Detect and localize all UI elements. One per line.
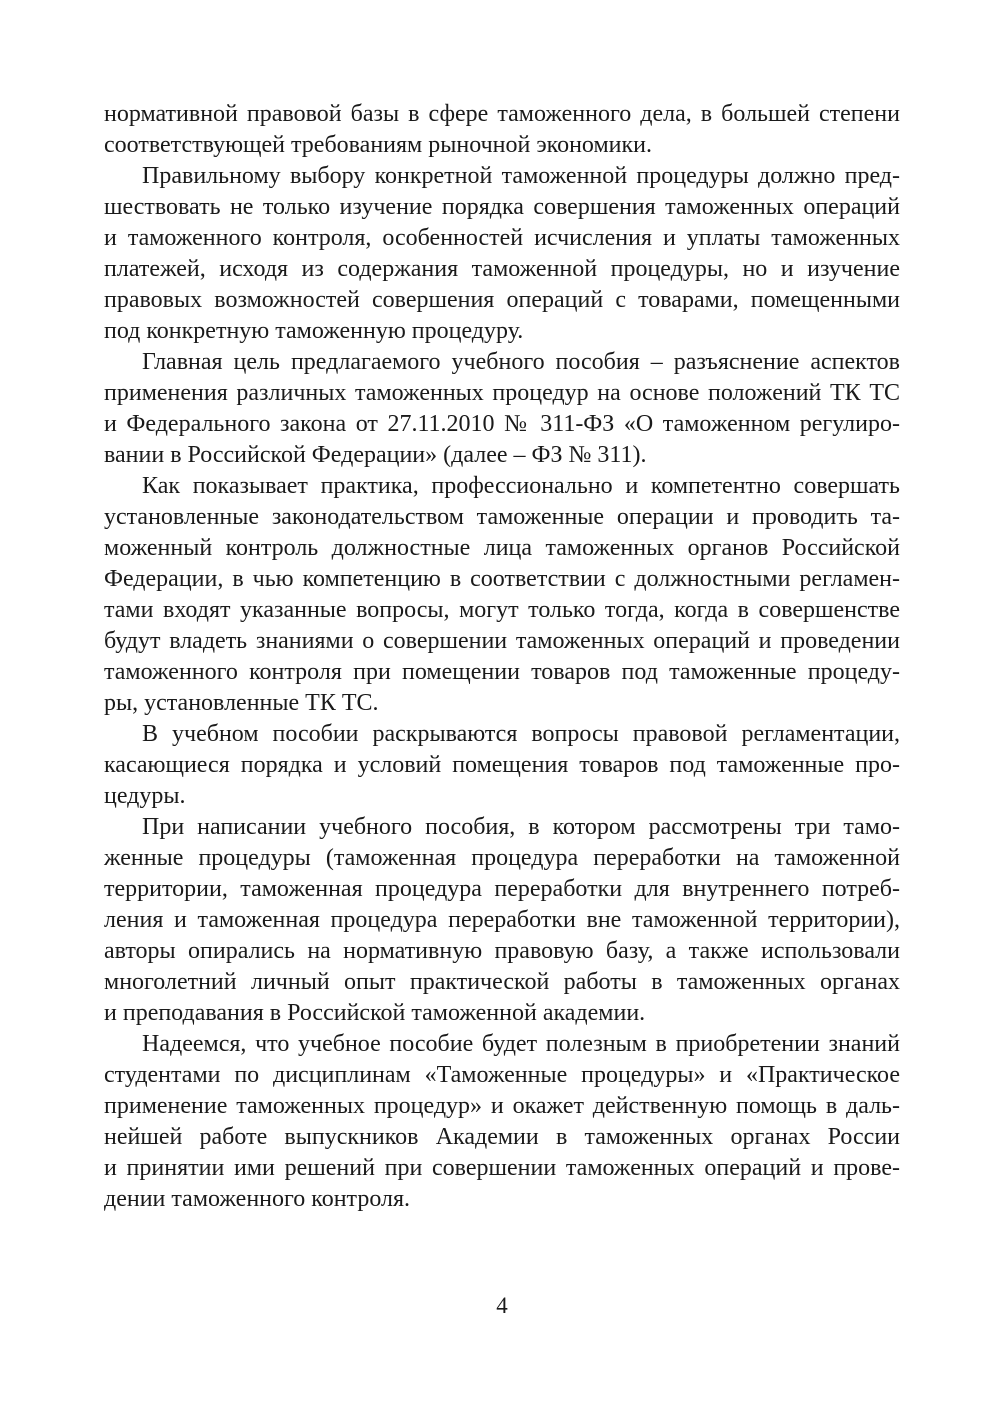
- text-line: Как показывает практика, профессионально и компетентно совершать: [142, 473, 900, 499]
- text-line: авторы опирались на нормативную правовую базу, а также использовали: [104, 938, 900, 964]
- text-line: тами входят указанные вопросы, могут только тогда, когда в совершенстве: [104, 597, 900, 623]
- text-line: и таможенного контроля, особенностей исчисления и уплаты таможенных: [104, 225, 900, 251]
- text-line: будут владеть знаниями о совершении таможенных операций и проведении: [104, 628, 900, 654]
- text-line: Главная цель предлагаемого учебного пособия – разъяснение аспектов: [142, 349, 900, 375]
- text-line: дении таможенного контроля.: [104, 1186, 411, 1212]
- text-line: территории, таможенная процедура переработки для внутреннего потреб-: [104, 876, 900, 902]
- text-line: правовых возможностей совершения операций с товарами, помещенными: [104, 287, 900, 313]
- body-text: [104, 99, 900, 1215]
- text-line: моженный контроль должностные лица таможенных органов Российской: [104, 535, 900, 561]
- text-line: цедуры.: [104, 783, 186, 809]
- text-line: и преподавания в Российской таможенной академии.: [104, 1000, 646, 1026]
- text-line: касающиеся порядка и условий помещения товаров под таможенные про-: [104, 752, 900, 778]
- text-line: под конкретную таможенную процедуру.: [104, 318, 524, 344]
- text-line: Надеемся, что учебное пособие будет полезным в приобретении знаний: [142, 1031, 900, 1057]
- text-line: ры, установленные ТК ТС.: [104, 690, 379, 716]
- text-line: ления и таможенная процедура переработки вне таможенной территории),: [104, 907, 900, 933]
- text-line: соответствующей требованиям рыночной экономики.: [104, 132, 653, 158]
- text-line: Правильному выбору конкретной таможенной процедуры должно пред-: [142, 163, 900, 189]
- text-line: В учебном пособии раскрываются вопросы правовой регламентации,: [142, 721, 900, 747]
- text-line: установленные законодательством таможенные операции и проводить та-: [104, 504, 900, 530]
- text-line: нейшей работе выпускников Академии в таможенных органах России: [104, 1124, 900, 1150]
- text-line: студентами по дисциплинам «Таможенные процедуры» и «Практическое: [104, 1062, 900, 1088]
- text-line: При написании учебного пособия, в котором рассмотрены три тамо-: [142, 814, 900, 840]
- text-line: и принятии ими решений при совершении таможенных операций и прове-: [104, 1155, 900, 1181]
- text-line: женные процедуры (таможенная процедура переработки на таможенной: [104, 845, 900, 871]
- text-line: нормативной правовой базы в сфере таможенного дела, в большей степени: [104, 101, 900, 127]
- text-line: и Федерального закона от 27.11.2010 № 311-ФЗ «О таможенном регулиро-: [104, 411, 900, 437]
- text-line: шествовать не только изучение порядка совершения таможенных операций: [104, 194, 900, 220]
- text-line: применения различных таможенных процедур на основе положений ТК ТС: [104, 380, 900, 406]
- text-line: таможенного контроля при помещении товаров под таможенные процеду-: [104, 659, 900, 685]
- text-line: платежей, исходя из содержания таможенной процедуры, но и изучение: [104, 256, 900, 282]
- text-line: применение таможенных процедур» и окажет действенную помощь в даль-: [104, 1093, 900, 1119]
- text-line: Федерации, в чью компетенцию в соответствии с должностными регламен-: [104, 566, 900, 592]
- text-line: многолетний личный опыт практической работы в таможенных органах: [104, 969, 900, 995]
- text-line: вании в Российской Федерации» (далее – ФЗ № 311).: [104, 442, 647, 468]
- page-number: 4: [496, 1293, 508, 1318]
